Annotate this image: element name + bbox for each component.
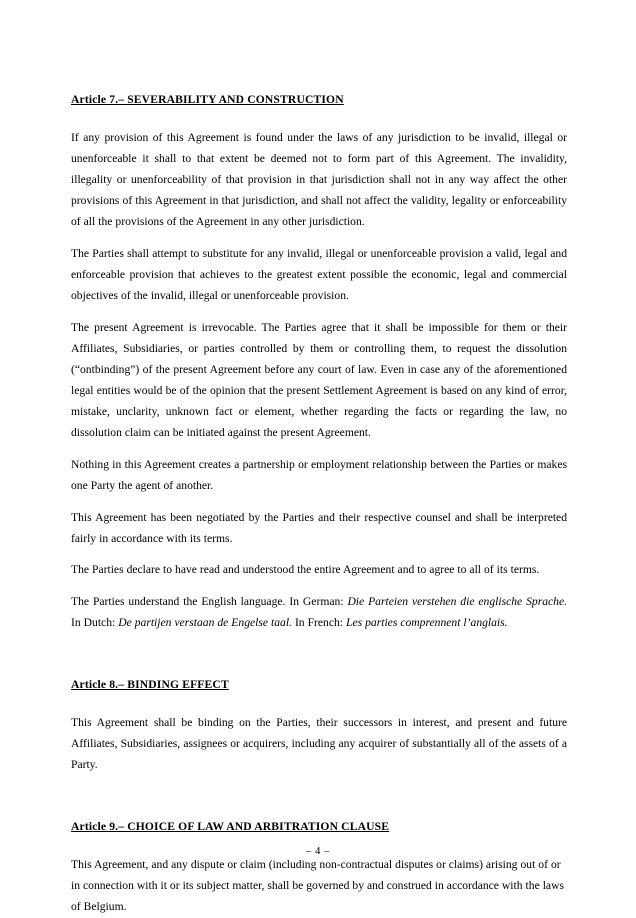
paragraph: If any provision of this Agreement is found under the laws of any jurisdiction to be invalid, illegal or unenforceable it shall to that extent be deemed not to form part of this Agreement. The invalidity, illegality or unenforceability of that provision in that jurisdiction shall not in any way affect the other provisions of this Agreement in that jurisdiction, and shall not affect the validity, legality or enforceability of all the provisions of the Agreement in any other jurisdiction.	[71, 131, 567, 229]
dutch-label: In Dutch:	[71, 615, 119, 629]
french-label: In French:	[291, 615, 347, 629]
page-footer	[0, 845, 636, 859]
paragraph: The Parties shall attempt to substitute for any invalid, illegal or unenforceable provision a valid, legal and enforceable provision that achieves to the greatest extent possible the economic, legal and commercial objectives of the invalid, illegal or unenforceable provision.	[71, 246, 567, 303]
spacer	[71, 107, 567, 127]
paragraph: This Agreement shall be binding on the Parties, their successors in interest, and present and future Affiliates, Subsidiaries, assignees or acquirers, including any acquirer of substantially all of the assets of a Party.	[71, 715, 567, 772]
dutch-phrase: De partijen verstaan de Engelse taal.	[118, 615, 292, 629]
spacer	[71, 443, 567, 454]
spacer	[71, 496, 567, 507]
page-content	[71, 92, 567, 918]
spacer	[71, 775, 567, 819]
page-number: – 4 –	[306, 846, 330, 857]
spacer	[71, 580, 567, 591]
spacer	[71, 549, 567, 560]
spacer	[71, 633, 567, 677]
spacer	[71, 232, 567, 243]
spacer	[71, 306, 567, 317]
article-heading-7: Article 7.– SEVERABILITY AND CONSTRUCTION	[71, 93, 344, 106]
paragraph: This Agreement has been negotiated by the Parties and their respective counsel and shall be interpreted fairly in accordance with its terms.	[71, 510, 567, 545]
spacer	[71, 692, 567, 712]
article-heading-9: Article 9.– CHOICE OF LAW AND ARBITRATION CLAUSE	[71, 820, 390, 834]
article-heading-8: Article 8.– BINDING EFFECT	[71, 677, 229, 691]
language-lead: The Parties understand the English language. In German:	[71, 594, 348, 608]
language-paragraph	[71, 591, 567, 633]
paragraph: The present Agreement is irrevocable. The Parties agree that it shall be impossible for them or their Affiliates, Subsidiaries, or parties controlled by them or controlling them, to request the dissolution (“ontbinding”) of the present Agreement before any court of law. Even in case any of the aforementioned legal entities would be of the opinion that the present Settlement Agreement is based on any kind of error, mistake, unclarity, unknown fact or element, whether regarding the facts or regarding the law, no dissolution claim can be initiated against the present Agreement.	[71, 320, 567, 440]
french-phrase: Les parties comprennent l’anglais.	[346, 615, 508, 629]
german-phrase: Die Parteien verstehen die englische Sprache.	[347, 594, 567, 608]
paragraph: This Agreement, and any dispute or claim (including non-contractual disputes or claims) arising out of or in connection with it or its subject matter, shall be governed by and construed in accordance with the laws of Belgium.	[71, 858, 564, 914]
paragraph: The Parties declare to have read and understood the entire Agreement and to agree to all of its terms.	[71, 563, 540, 577]
paragraph: Nothing in this Agreement creates a partnership or employment relationship between the Parties or makes one Party the agent of another.	[71, 457, 567, 492]
